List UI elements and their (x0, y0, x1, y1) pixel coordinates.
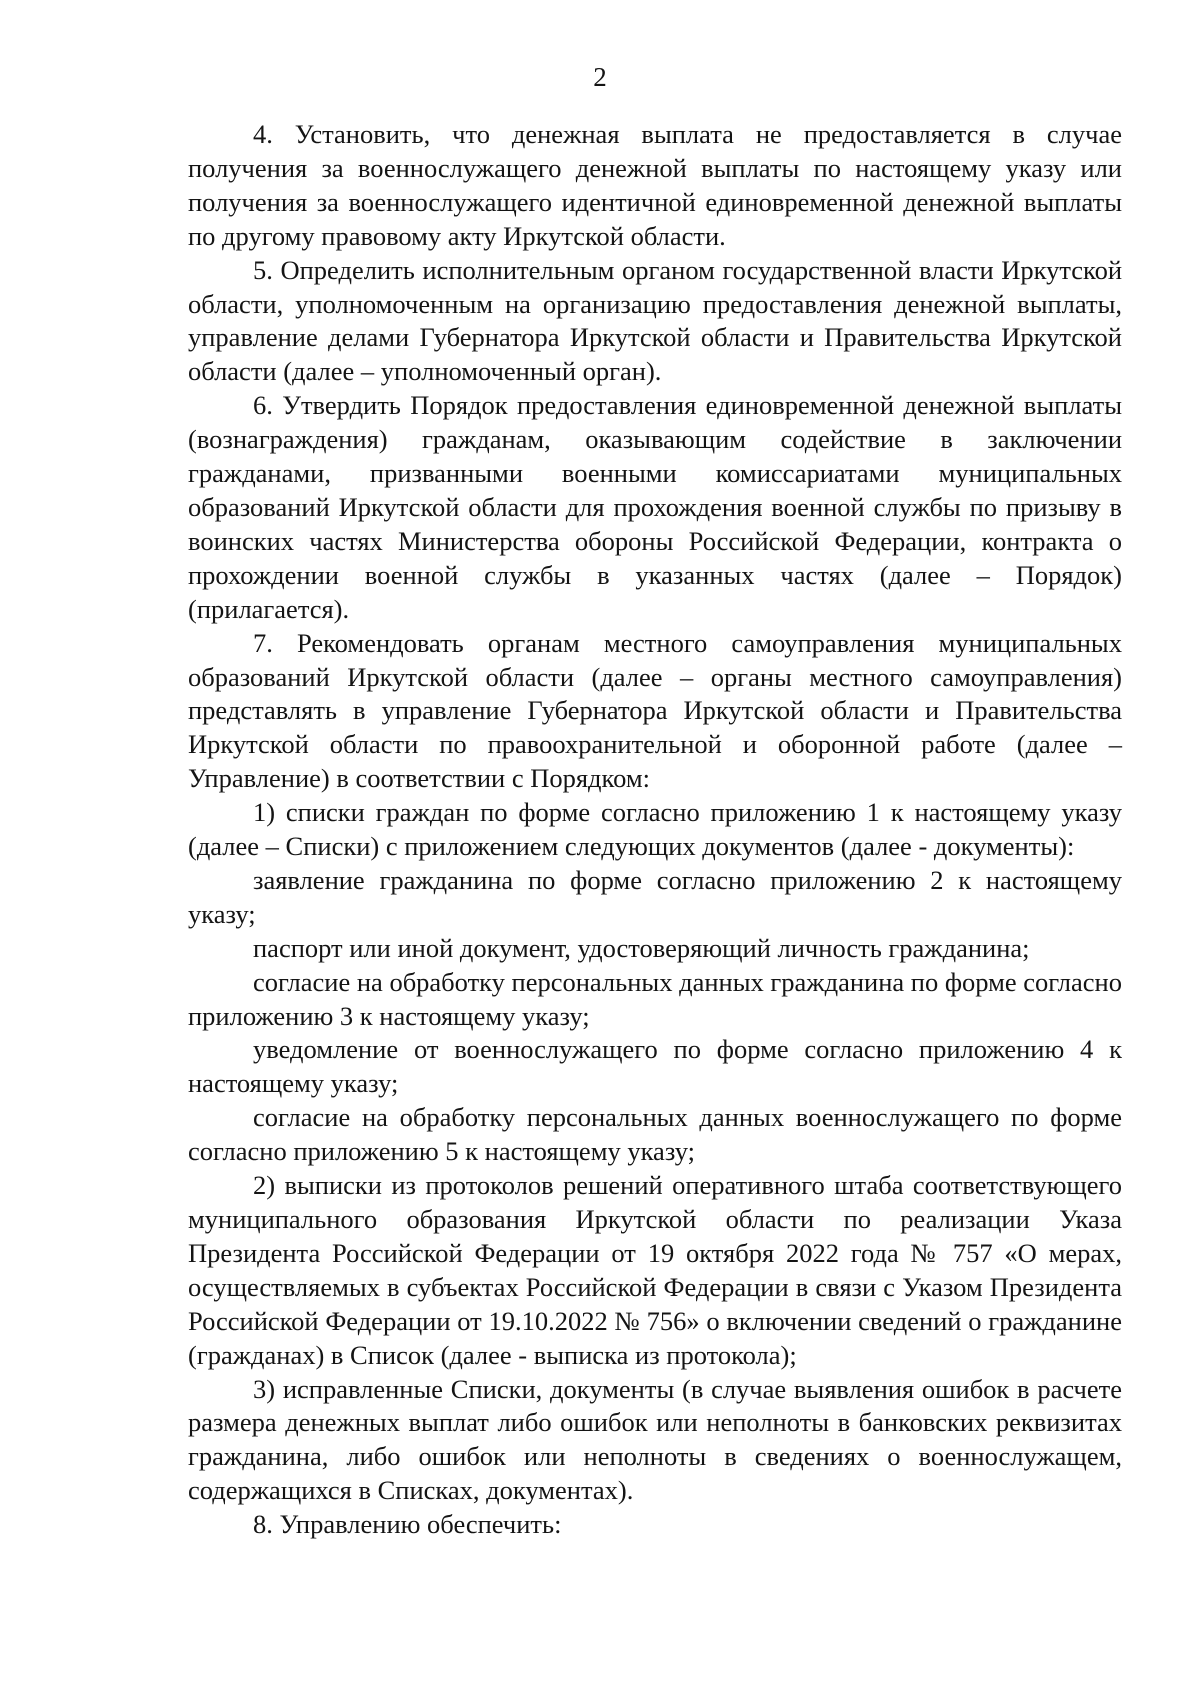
paragraph-item-8: 8. Управлению обеспечить: (253, 1509, 562, 1540)
document-serviceman-consent: согласие на обработку персональных данных военнослужащего по форме согласно приложению 5 к настоящему указу; (188, 1102, 1122, 1167)
subitem-1-lists: 1) списки граждан по форме согласно приложению 1 к настоящему указу (далее – Списки) с приложением следующих документов (далее - документы): (188, 797, 1122, 862)
document-citizen-consent: согласие на обработку персональных данных гражданина по форме согласно приложению 3 к настоящему указу; (188, 966, 1122, 1031)
page-number: 2 (593, 62, 607, 92)
paragraph-item-4: 4. Установить, что денежная выплата не предоставляется в случае получения за военнослужащего денежной выплаты по настоящему указу или получения за военнослужащего идентичной единовременной денежной выплаты по другому правовому акту Иркутской области. (188, 119, 1122, 251)
document-citizen-application: заявление гражданина по форме согласно приложению 2 к настоящему указу; (188, 864, 1122, 929)
document-body (188, 118, 1122, 1542)
paragraph-item-6: 6. Утвердить Порядок предоставления единовременной денежной выплаты (вознаграждения) гражданам, оказывающим содействие в заключении гражданами, призванными военными комиссариатами муниципальных образований Иркутской области для прохождения военной службы по призыву в воинских частях Министерства обороны Российской Федерации, контракта о прохождении военной службы в указанных частях (далее – Порядок) (прилагается). (188, 390, 1122, 624)
subitem-3-corrected-lists: 3) исправленные Списки, документы (в случае выявления ошибок в расчете размера денежных выплат либо ошибок или неполноты в банковских реквизитах гражданина, либо ошибок или неполноты в сведениях о военнослужащем, содержащихся в Списках, документах). (188, 1373, 1122, 1506)
paragraph-item-7: 7. Рекомендовать органам местного самоуправления муниципальных образований Иркутской области (далее – органы местного самоуправления) представлять в управление Губернатора Иркутской области и Правительства Иркутской области по правоохранительной и оборонной работе (далее – Управление) в соответствии с Порядком: (188, 627, 1122, 794)
subitem-2-protocol-extracts: 2) выписки из протоколов решений оперативного штаба соответствующего муниципального образования Иркутской области по реализации Указа Президента Российской Федерации от 19 октября 2022 года № 757 «О мерах, осуществляемых в субъектах Российской Федерации в связи с Указом Президента Российской Федерации от 19.10.2022 № 756» о включении сведений о гражданине (гражданах) в Список (далее - выписка из протокола); (188, 1170, 1122, 1370)
document-passport: паспорт или иной документ, удостоверяющий личность гражданина; (253, 932, 1030, 963)
document-serviceman-notice: уведомление от военнослужащего по форме согласно приложению 4 к настоящему указу; (188, 1034, 1122, 1099)
paragraph-item-5: 5. Определить исполнительным органом государственной власти Иркутской области, уполномоченным на организацию предоставления денежной выплаты, управление делами Губернатора Иркутской области и Правительства Иркутской области (далее – уполномоченный орган). (188, 254, 1122, 387)
